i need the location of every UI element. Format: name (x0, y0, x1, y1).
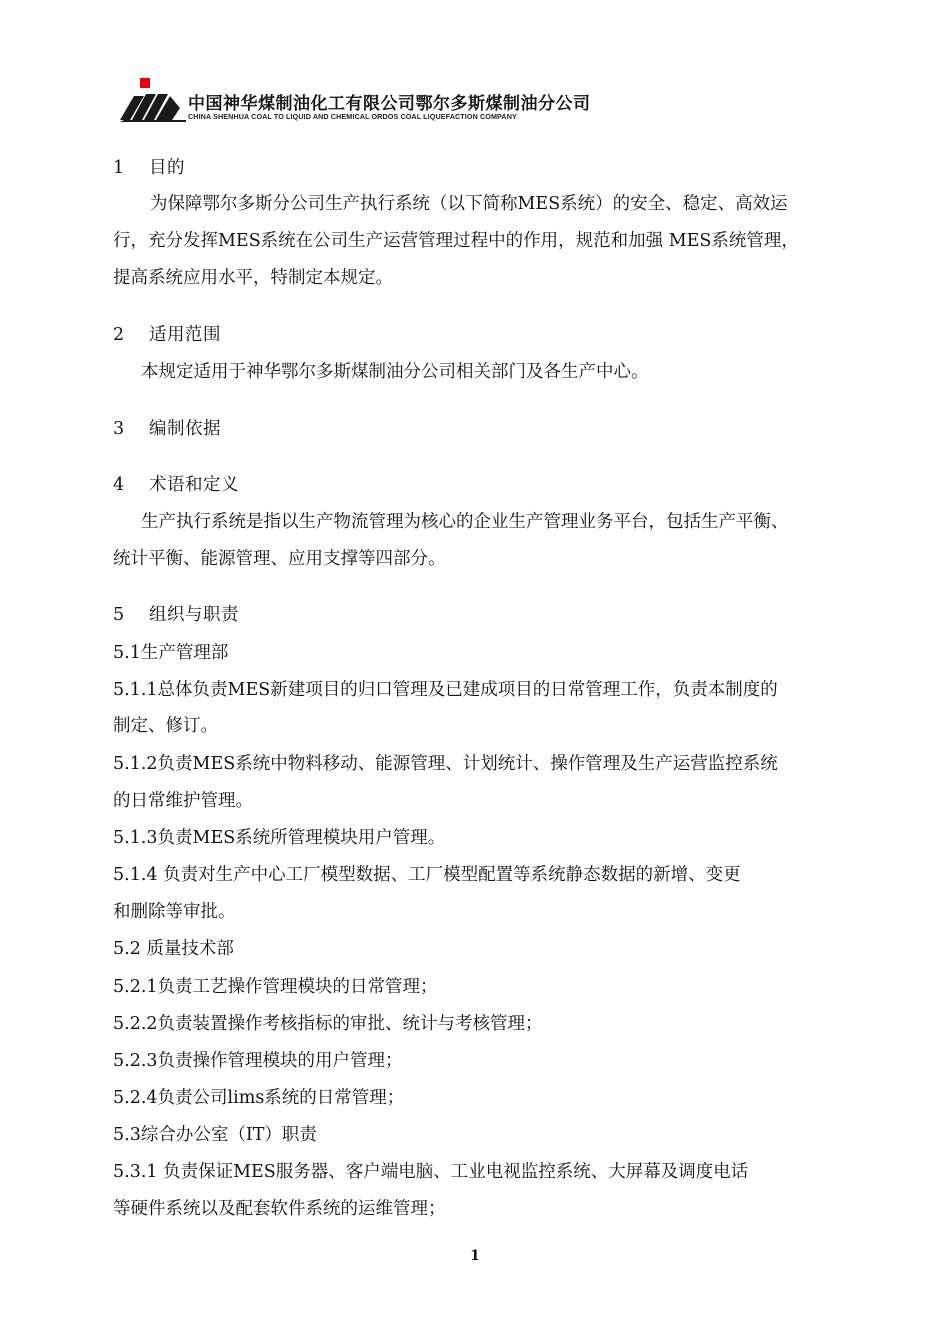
list-item: 5.1.1总体负责MES新建项目的归口管理及已建成项目的日常管理工作，负责本制度的 (113, 680, 778, 700)
section-title: 组织与职责 (149, 605, 239, 625)
list-item: 5.2.4负责公司lims系统的日常管理； (113, 1088, 405, 1108)
page-number: 1 (470, 1248, 480, 1264)
section-heading-2 (113, 327, 221, 345)
section-title: 适用范围 (149, 325, 221, 345)
list-item: 5.1.3负责MES系统所管理模块用户管理。 (113, 828, 446, 848)
document-header (120, 76, 640, 126)
section-heading-3 (113, 421, 221, 439)
section-number: 5 (113, 605, 125, 625)
list-item: 5.1.4 负责对生产中心工厂模型数据、工厂模型配置等系统静态数据的新增、变更 (113, 865, 741, 885)
list-item: 5.2.3负责操作管理模块的用户管理； (113, 1051, 403, 1071)
list-item: 5.2.2负责装置操作考核指标的审批、统计与考核管理； (113, 1014, 543, 1034)
subsection-heading: 5.2 质量技术部 (113, 939, 234, 959)
list-item-continuation: 的日常维护管理。 (113, 791, 253, 811)
subsection-heading: 5.1生产管理部 (113, 643, 229, 663)
list-item: 5.1.2负责MES系统中物料移动、能源管理、计划统计、操作管理及生产运营监控系统 (113, 754, 778, 774)
company-name-cn: 中国神华煤制油化工有限公司鄂尔多斯煤制油分公司 (188, 94, 591, 114)
section-number: 4 (113, 475, 125, 495)
paragraph-line: 提高系统应用水平，特制定本规定。 (113, 268, 393, 288)
paragraph-line: 为保障鄂尔多斯分公司生产执行系统（以下简称MES系统）的安全、稳定、高效运 (150, 194, 788, 214)
company-name-en: CHINA SHENHUA COAL TO LIQUID AND CHEMICAL ORDOS COAL LIQUEFACTION COMPANY (188, 112, 517, 121)
list-item-continuation: 和删除等审批。 (113, 902, 236, 922)
section-number: 1 (113, 158, 125, 178)
subsection-heading: 5.3综合办公室（IT）职责 (113, 1125, 317, 1145)
section-heading-5 (113, 607, 239, 625)
list-item-continuation: 制定、修订。 (113, 716, 218, 736)
section-number: 3 (113, 419, 125, 439)
section-title: 术语和定义 (149, 475, 239, 495)
paragraph-line: 生产执行系统是指以生产物流管理为核心的企业生产管理业务平台，包括生产平衡、 (141, 512, 789, 532)
company-logo-icon (120, 76, 186, 122)
list-item-continuation: 等硬件系统以及配套软件系统的运维管理； (113, 1199, 446, 1219)
list-item: 5.3.1 负责保证MES服务器、客户端电脑、工业电视监控系统、大屏幕及调度电话 (113, 1162, 749, 1182)
paragraph-line: 行，充分发挥MES系统在公司生产运营管理过程中的作用，规范和加强 MES系统管理， (113, 231, 799, 251)
paragraph-line: 统计平衡、能源管理、应用支撑等四部分。 (113, 549, 446, 569)
section-heading-1 (113, 160, 185, 178)
list-item: 5.2.1负责工艺操作管理模块的日常管理； (113, 977, 438, 997)
paragraph-line: 本规定适用于神华鄂尔多斯煤制油分公司相关部门及各生产中心。 (141, 362, 649, 382)
section-title: 编制依据 (149, 419, 221, 439)
section-number: 2 (113, 325, 125, 345)
section-title: 目的 (149, 158, 185, 178)
section-heading-4 (113, 477, 239, 495)
